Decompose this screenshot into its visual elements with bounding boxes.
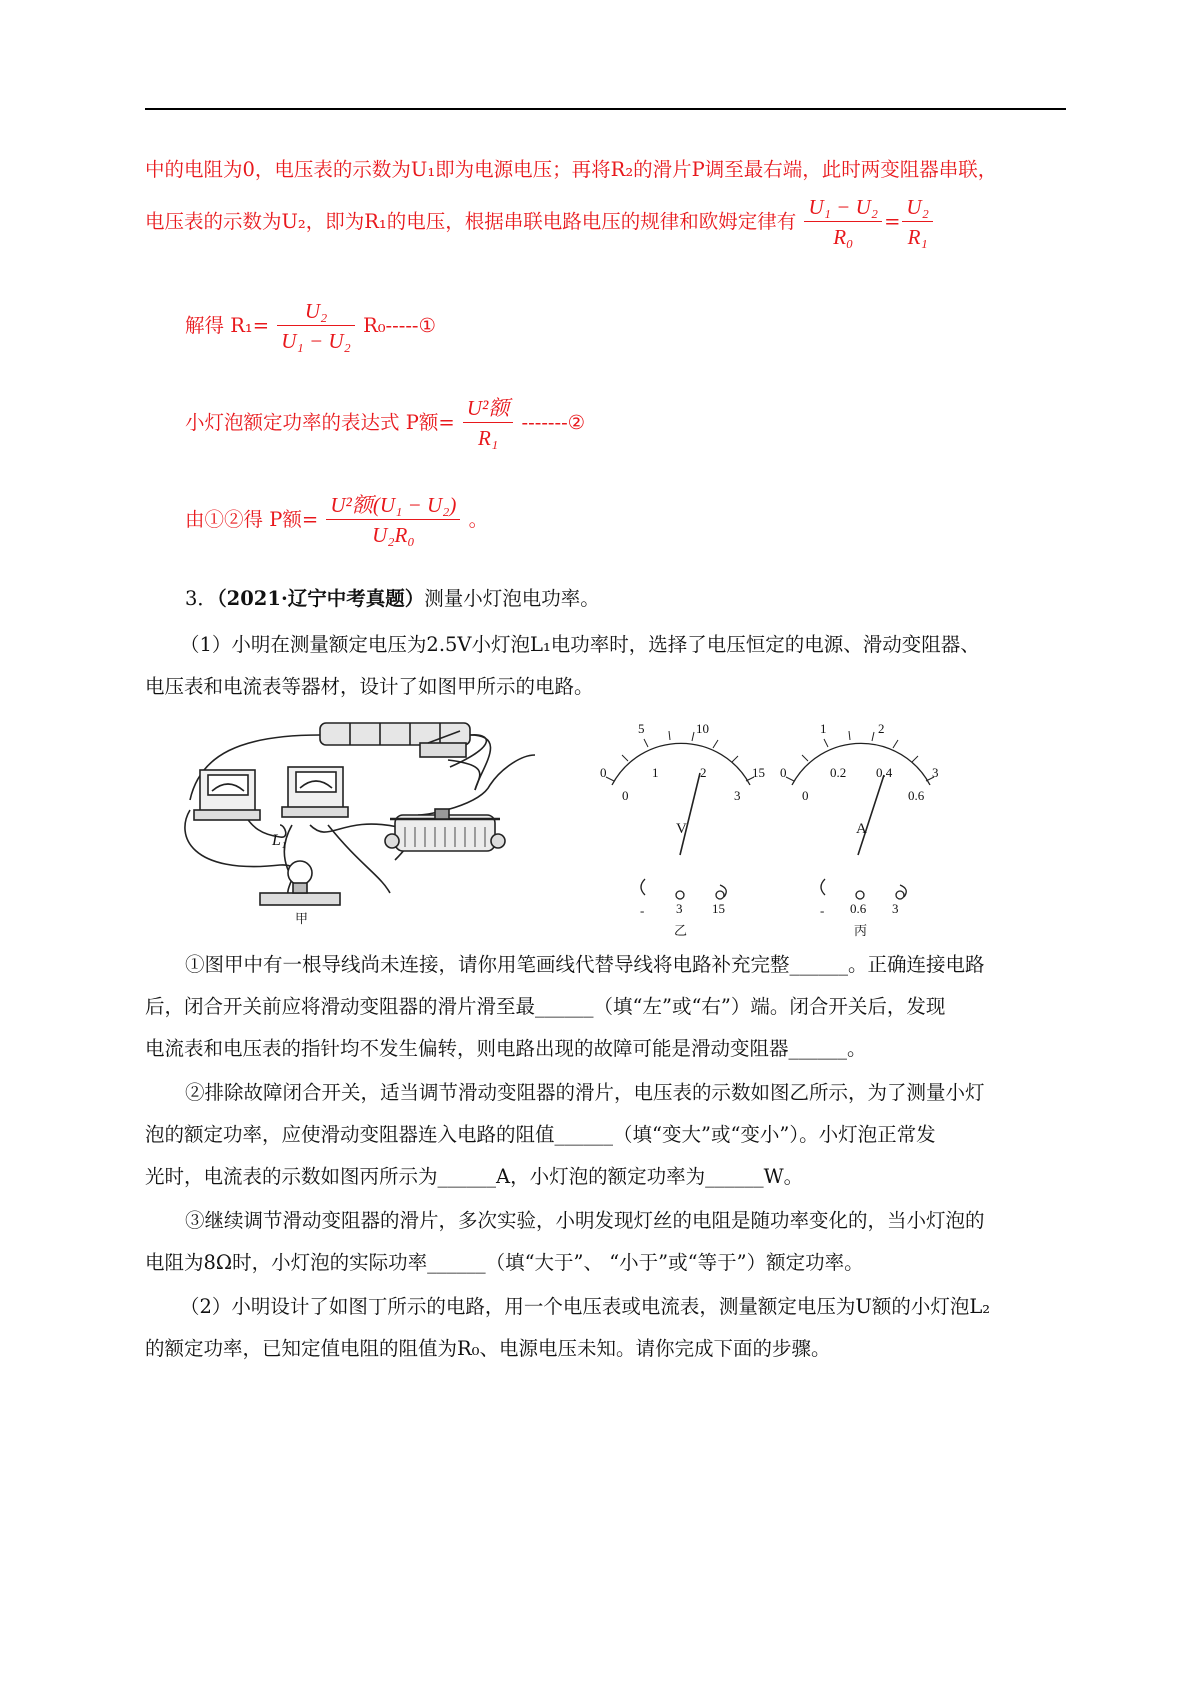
equation-r1: 解得 R₁= $\frac{\text{U₂}}{\text{U₁ − U₂}}$ R₀-----① [185,297,436,356]
ammeter-dial [780,721,939,939]
svg-text:0: 0 [600,765,607,780]
lamp-base [260,893,340,905]
svg-text:15: 15 [752,765,765,780]
equation-final: 由①②得 P额= $\frac{\text{U²额(U₁ − U₂)}}{\text{U₂R₀}}$ 。 [185,491,488,550]
q1-line3: 电流表和电压表的指针均不发生偏转，则电路出现的故障可能是滑动变阻器______。 [145,1037,867,1060]
battery-pack [320,723,470,745]
svg-text:V: V [676,821,687,837]
q2-line1: ②排除故障闭合开关，适当调节滑动变阻器的滑片，电压表的示数如图乙所示，为了测量小灯 [185,1081,985,1104]
part2-line2: 的额定功率，已知定值电阻的阻值为R₀、电源电压未知。请你完成下面的步骤。 [145,1337,831,1360]
fraction-u2-over-r1: $\frac{\text{U₂}}{\text{R₁}}$ [902,193,932,252]
svg-text:5: 5 [638,721,645,736]
solution-line-2: 电压表的示数为U₂，即为R₁的电压，根据串联电路电压的规律和欧姆定律有 $\frac{\text{U₁ − U₂}}{\text{R₀}}$ = $\frac{\text{U₂}}{\text{R₁}}$ [145,193,935,252]
fraction-u1-minus-u2-over-r0: $\frac{\text{U₁ − U₂}}{\text{R₀}}$ [804,193,882,252]
part2-line1: （2）小明设计了如图丁所示的电路，用一个电压表或电流表，测量额定电压为U额的小灯泡L₂ [180,1295,991,1318]
header-rule [145,108,1066,110]
fraction-p-rated: $\frac{\text{U²额}}{\text{R₁}}$ [463,394,513,453]
svg-text:2: 2 [700,765,707,780]
svg-text:1: 1 [820,721,827,736]
ammeter-needle [858,775,884,855]
solution-line-1: 中的电阻为0，电压表的示数为U₁即为电源电压；再将R₂的滑片P调至最右端，此时两变阻器串联， [145,158,998,181]
fraction-r1: $\frac{\text{U₂}}{\text{U₁ − U₂}}$ [277,297,355,356]
svg-text:3: 3 [734,788,741,803]
svg-text:A: A [856,821,867,837]
circuit-figure [180,715,940,939]
svg-text:0: 0 [802,788,809,803]
svg-text:15: 15 [712,901,725,916]
svg-text:0: 0 [622,788,629,803]
svg-text:3: 3 [932,765,939,780]
figure-label-jia: 甲 [295,912,309,927]
lamp-bulb [288,861,312,885]
svg-text:-: - [640,903,645,918]
svg-text:0.2: 0.2 [830,765,847,780]
q2-line3: 光时，电流表的示数如图丙所示为______A，小灯泡的额定功率为______W。 [145,1165,804,1188]
svg-text:1: 1 [652,765,659,780]
voltmeter-dial [600,721,765,939]
svg-text:2: 2 [878,721,885,736]
lamp-label: L₁ [272,832,287,849]
equation-p-rated: 小灯泡额定功率的表达式 P额= $\frac{\text{U²额}}{\text{R₁}}$ -------② [185,394,585,453]
q3-line2: 电阻为8Ω时，小灯泡的实际功率______（填“大于”、 “小于”或“等于”）额定功率。 [145,1251,864,1274]
svg-text:乙: 乙 [674,924,688,939]
svg-text:0.6: 0.6 [908,788,925,803]
svg-text:0: 0 [780,765,787,780]
svg-text:0.4: 0.4 [876,765,893,780]
svg-text:0.6: 0.6 [850,901,867,916]
switch [420,743,466,757]
q3-line1: ③继续调节滑动变阻器的滑片，多次实验，小明发现灯丝的电阻是随功率变化的，当小灯泡的 [185,1209,985,1232]
svg-text:10: 10 [696,721,709,736]
svg-text:3: 3 [892,901,899,916]
q1-line1: ①图甲中有一根导线尚未连接，请你用笔画线代替导线将电路补充完整______。正确连接电路 [185,953,985,976]
question-3-part1-line1: （1）小明在测量额定电压为2.5V小灯泡L₁电功率时，选择了电压恒定的电源、滑动变阻器、 [180,633,980,656]
question-3-part1-line2: 电压表和电流表等器材，设计了如图甲所示的电路。 [145,675,594,698]
voltmeter-needle [680,773,700,855]
fraction-final: $\frac{\text{U²额(U₁ − U₂)}}{\text{U₂R₀}}$ [326,491,460,550]
svg-text:丙: 丙 [854,924,868,939]
circuit-svg [180,715,940,939]
q2-line2: 泡的额定功率，应使滑动变阻器连入电路的阻值______（填“变大”或“变小”）。小灯泡正常发 [145,1123,936,1146]
q1-line2: 后，闭合开关前应将滑动变阻器的滑片滑至最______（填“左”或“右”）端。闭合开关后，发现 [145,995,946,1018]
svg-text:-: - [820,903,825,918]
question-3-heading: 3．（2021·辽宁中考真题）测量小灯泡电功率。 [185,587,600,610]
svg-text:3: 3 [676,901,683,916]
